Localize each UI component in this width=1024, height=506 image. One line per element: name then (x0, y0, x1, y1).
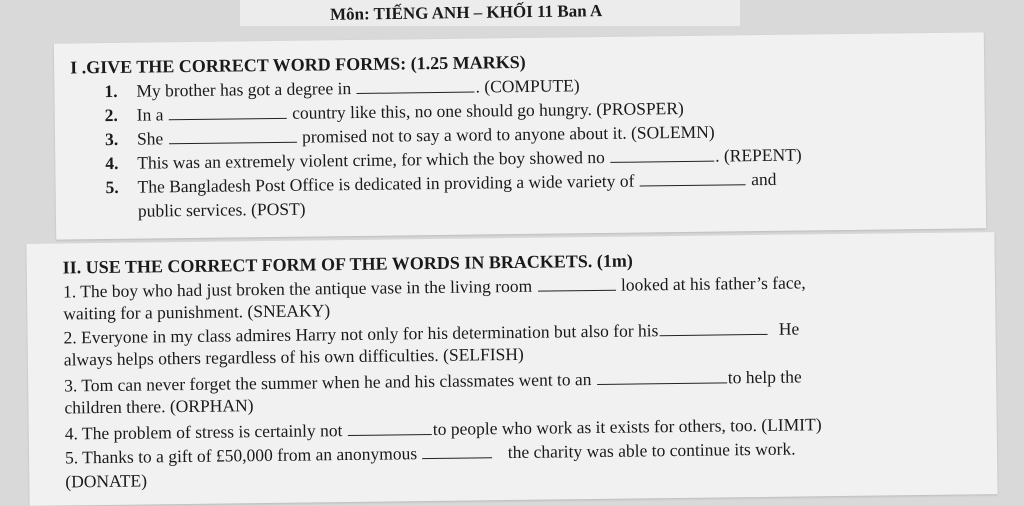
question-1 (104, 75, 579, 102)
question-text: promised not to say a word to anyone about it. (SOLEMN) (301, 121, 715, 147)
question-1-continued: waiting for a punishment. (SNEAKY) (63, 300, 331, 324)
question-text: 3. Tom can never forget the summer when he and his classmates went to an (64, 369, 592, 396)
question-3-continued: children there. (ORPHAN) (64, 395, 254, 418)
question-number: 2. (104, 104, 118, 126)
question-text: He (778, 318, 800, 339)
question-text: 1. The boy who had just broken the antique vase in the living room (62, 275, 533, 302)
question-text: This was an extremely violent crime, for which the boy showed no (137, 146, 605, 173)
question-text: 2. Everyone in my class admires Harry not only for his determination but also for his (63, 320, 659, 348)
question-text: country like this, no one should go hungry. (PROSPER) (292, 97, 684, 123)
question-2-continued: always helps others regardless of his own difficulties. (SELFISH) (63, 343, 524, 370)
question-number: 4. (105, 152, 119, 174)
question-text: In a (136, 104, 164, 125)
question-text: and (751, 168, 777, 190)
question-number: 5. (105, 176, 119, 198)
answer-blank[interactable] (356, 78, 474, 94)
question-5-continued: (DONATE) (65, 470, 148, 492)
answer-blank[interactable] (610, 147, 714, 163)
question-text: . (REPENT) (715, 144, 802, 166)
answer-blank[interactable] (537, 276, 615, 292)
question-5-continued: public services. (POST) (137, 198, 306, 221)
section-1-paper (54, 32, 986, 239)
question-text: She (136, 128, 164, 149)
section-2-paper (26, 232, 997, 506)
question-text: the charity was able to continue its work. (507, 438, 796, 463)
section-1-title: I .GIVE THE CORRECT WORD FORMS: (1.25 MARKS) (70, 51, 526, 78)
question-2 (105, 98, 684, 126)
question-text: 5. Thanks to a gift of £50,000 from an anonymous (64, 443, 418, 468)
answer-blank[interactable] (348, 420, 432, 436)
question-3 (64, 366, 802, 396)
answer-blank[interactable] (169, 104, 287, 120)
answer-blank[interactable] (597, 368, 727, 385)
section-2-title: II. USE THE CORRECT FORM OF THE WORDS IN BRACKETS. (1m) (62, 250, 633, 278)
question-5 (105, 169, 776, 198)
question-text: to help the (727, 366, 802, 388)
question-number: 3. (104, 128, 119, 150)
question-text: The Bangladesh Post Office is dedicated in providing a wide variety of (137, 170, 635, 197)
question-text: to people who work as it exists for others, too. (LIMIT) (432, 414, 822, 439)
answer-blank[interactable] (169, 128, 297, 145)
answer-blank[interactable] (422, 443, 492, 459)
question-text: looked at his father’s face, (620, 272, 806, 295)
answer-blank[interactable] (640, 170, 746, 186)
question-number: 1. (104, 80, 118, 102)
question-text: 4. The problem of stress is certainly not (64, 420, 343, 444)
question-text: My brother has got a degree in (136, 78, 352, 101)
question-text: . (COMPUTE) (475, 75, 580, 97)
subject-header: Môn: TIẾNG ANH – KHỐI 11 Ban A (329, 1, 603, 24)
answer-blank[interactable] (659, 320, 767, 336)
